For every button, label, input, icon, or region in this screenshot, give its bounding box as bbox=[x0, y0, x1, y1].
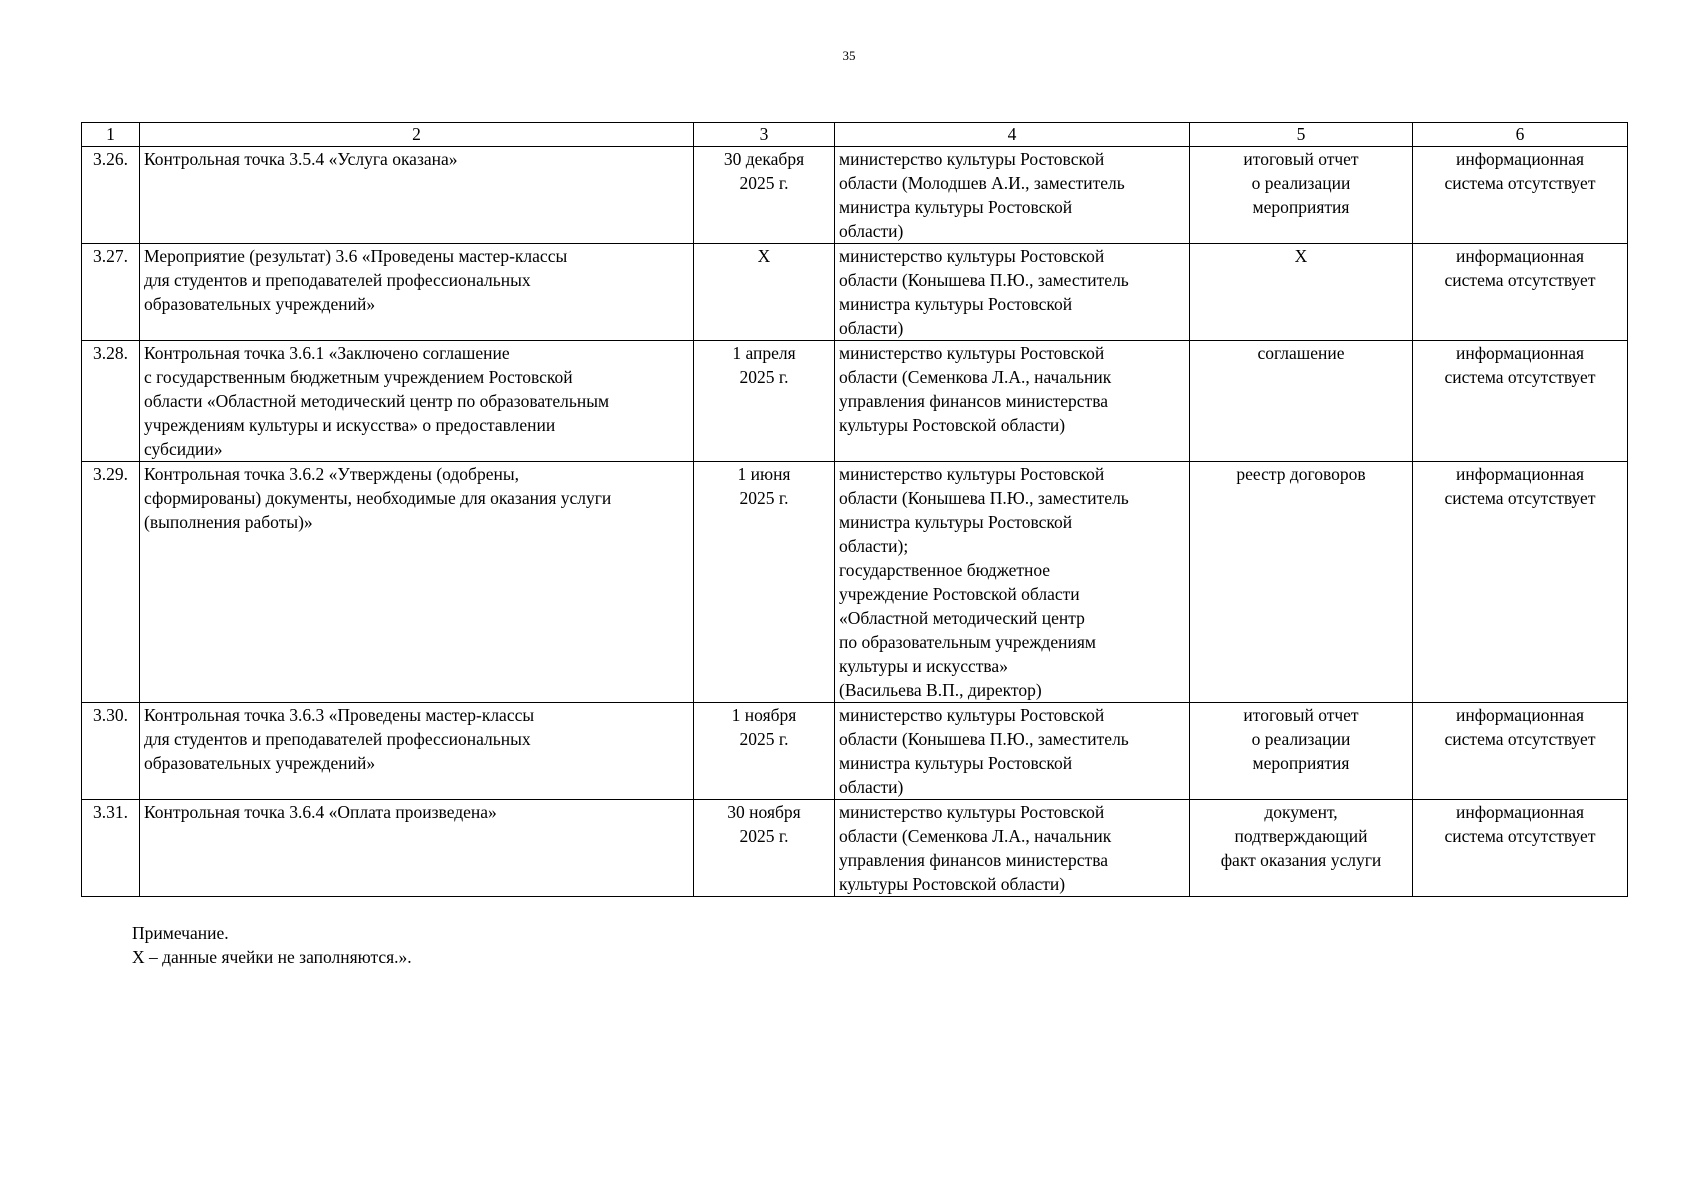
responsible-line: области (Семенкова Л.А., начальник bbox=[839, 367, 1112, 387]
info-system-cell bbox=[1413, 147, 1628, 244]
event-name-line: учреждениям культуры и искусства» о предоставлении bbox=[144, 415, 556, 435]
info-system-line: информационная bbox=[1455, 705, 1585, 725]
event-name-cell bbox=[140, 800, 694, 897]
document-line: подтверждающий bbox=[1234, 826, 1368, 846]
info-system-cell bbox=[1413, 462, 1628, 703]
responsible-cell bbox=[835, 703, 1190, 800]
event-name-line: Мероприятие (результат) 3.6 «Проведены мастер-классы bbox=[144, 246, 568, 266]
responsible-line: по образовательным учреждениям bbox=[839, 632, 1096, 652]
info-system-line: информационная bbox=[1455, 802, 1585, 822]
info-system-line: система отсутствует bbox=[1444, 173, 1596, 193]
deadline-line: 2025 г. bbox=[739, 729, 789, 749]
document-cell bbox=[1190, 800, 1413, 897]
responsible-line: культуры Ростовской области) bbox=[839, 415, 1066, 435]
event-name-cell bbox=[140, 703, 694, 800]
info-system-line: система отсутствует bbox=[1444, 270, 1596, 290]
deadline-line: 30 декабря bbox=[723, 149, 805, 169]
responsible-line: области) bbox=[839, 318, 904, 338]
column-header: 5 bbox=[1190, 123, 1413, 147]
deadline-cell bbox=[694, 703, 835, 800]
footnote-text: Х – данные ячейки не заполняются.». bbox=[132, 947, 412, 967]
responsible-cell bbox=[835, 147, 1190, 244]
control-points-table bbox=[81, 122, 1628, 897]
deadline-cell bbox=[694, 462, 835, 703]
info-system-line: система отсутствует bbox=[1444, 729, 1596, 749]
responsible-line: министра культуры Ростовской bbox=[839, 294, 1073, 314]
document-line: документ, bbox=[1264, 802, 1338, 822]
responsible-line: министерство культуры Ростовской bbox=[839, 343, 1105, 363]
deadline-cell bbox=[694, 341, 835, 462]
table-body bbox=[82, 147, 1628, 897]
event-name-cell bbox=[140, 244, 694, 341]
responsible-line: министра культуры Ростовской bbox=[839, 197, 1073, 217]
info-system-line: информационная bbox=[1455, 246, 1585, 266]
responsible-line: области) bbox=[839, 221, 904, 241]
responsible-line: (Васильева В.П., директор) bbox=[839, 680, 1042, 700]
info-system-cell bbox=[1413, 800, 1628, 897]
row-number-cell: 3.28. bbox=[82, 341, 140, 462]
document-line: Х bbox=[1294, 246, 1308, 266]
document-line: о реализации bbox=[1251, 729, 1351, 749]
column-header: 2 bbox=[140, 123, 694, 147]
document-line: реестр договоров bbox=[1236, 464, 1366, 484]
responsible-line: области (Конышева П.Ю., заместитель bbox=[839, 729, 1129, 749]
page-number: 35 bbox=[842, 48, 856, 63]
table-row bbox=[82, 244, 1628, 341]
document-line: факт оказания услуги bbox=[1220, 850, 1382, 870]
document-cell bbox=[1190, 341, 1413, 462]
responsible-line: министра культуры Ростовской bbox=[839, 753, 1073, 773]
deadline-cell bbox=[694, 800, 835, 897]
event-name-line: области «Областной методический центр по образовательным bbox=[144, 391, 610, 411]
responsible-line: министерство культуры Ростовской bbox=[839, 802, 1105, 822]
responsible-line: министерство культуры Ростовской bbox=[839, 464, 1105, 484]
responsible-line: культуры и искусства» bbox=[839, 656, 1008, 676]
document-cell bbox=[1190, 147, 1413, 244]
event-name-line: сформированы) документы, необходимые для оказания услуги bbox=[144, 488, 612, 508]
document-cell bbox=[1190, 244, 1413, 341]
event-name-line: Контрольная точка 3.6.4 «Оплата произведена» bbox=[144, 802, 497, 822]
responsible-line: управления финансов министерства bbox=[839, 391, 1108, 411]
event-name-cell bbox=[140, 462, 694, 703]
row-number-cell: 3.27. bbox=[82, 244, 140, 341]
table-row bbox=[82, 341, 1628, 462]
row-number-cell: 3.30. bbox=[82, 703, 140, 800]
responsible-line: области (Молодшев А.И., заместитель bbox=[839, 173, 1125, 193]
responsible-cell bbox=[835, 341, 1190, 462]
column-header: 3 bbox=[694, 123, 835, 147]
responsible-line: «Областной методический центр bbox=[839, 608, 1085, 628]
document-line: итоговый отчет bbox=[1243, 705, 1359, 725]
document-line: соглашение bbox=[1257, 343, 1345, 363]
responsible-line: министерство культуры Ростовской bbox=[839, 246, 1105, 266]
info-system-line: система отсутствует bbox=[1444, 488, 1596, 508]
responsible-line: министра культуры Ростовской bbox=[839, 512, 1073, 532]
info-system-cell bbox=[1413, 341, 1628, 462]
event-name-line: образовательных учреждений» bbox=[144, 294, 376, 314]
deadline-line: 1 июня bbox=[737, 464, 791, 484]
responsible-line: культуры Ростовской области) bbox=[839, 874, 1066, 894]
deadline-line: 2025 г. bbox=[739, 173, 789, 193]
responsible-line: государственное бюджетное bbox=[839, 560, 1051, 580]
document-line: мероприятия bbox=[1252, 197, 1350, 217]
document-cell bbox=[1190, 462, 1413, 703]
document-cell bbox=[1190, 703, 1413, 800]
responsible-line: области) bbox=[839, 777, 904, 797]
responsible-line: области (Конышева П.Ю., заместитель bbox=[839, 488, 1129, 508]
responsible-line: управления финансов министерства bbox=[839, 850, 1108, 870]
info-system-line: система отсутствует bbox=[1444, 826, 1596, 846]
document-line: о реализации bbox=[1251, 173, 1351, 193]
deadline-cell bbox=[694, 244, 835, 341]
document-line: итоговый отчет bbox=[1243, 149, 1359, 169]
event-name-line: Контрольная точка 3.6.1 «Заключено соглашение bbox=[144, 343, 510, 363]
deadline-line: Х bbox=[757, 246, 771, 266]
info-system-line: система отсутствует bbox=[1444, 367, 1596, 387]
deadline-line: 2025 г. bbox=[739, 367, 789, 387]
responsible-line: министерство культуры Ростовской bbox=[839, 149, 1105, 169]
responsible-cell bbox=[835, 462, 1190, 703]
table-row bbox=[82, 800, 1628, 897]
responsible-line: министерство культуры Ростовской bbox=[839, 705, 1105, 725]
event-name-line: Контрольная точка 3.5.4 «Услуга оказана» bbox=[144, 149, 458, 169]
footnote-title: Примечание. bbox=[132, 923, 229, 943]
event-name-line: для студентов и преподавателей профессиональных bbox=[144, 270, 531, 290]
event-name-line: субсидии» bbox=[144, 439, 223, 459]
event-name-line: с государственным бюджетным учреждением Ростовской bbox=[144, 367, 573, 387]
row-number-cell: 3.31. bbox=[82, 800, 140, 897]
event-name-line: Контрольная точка 3.6.3 «Проведены мастер-классы bbox=[144, 705, 535, 725]
column-header: 1 bbox=[82, 123, 140, 147]
footnote bbox=[132, 921, 412, 969]
event-name-line: для студентов и преподавателей профессиональных bbox=[144, 729, 531, 749]
deadline-line: 2025 г. bbox=[739, 488, 789, 508]
responsible-line: области (Семенкова Л.А., начальник bbox=[839, 826, 1112, 846]
responsible-cell bbox=[835, 800, 1190, 897]
info-system-line: информационная bbox=[1455, 149, 1585, 169]
table-header-row bbox=[82, 123, 1628, 147]
deadline-line: 1 ноября bbox=[731, 705, 797, 725]
table-row bbox=[82, 462, 1628, 703]
column-header: 4 bbox=[835, 123, 1190, 147]
event-name-line: (выполнения работы)» bbox=[144, 512, 313, 532]
deadline-line: 2025 г. bbox=[739, 826, 789, 846]
event-name-line: образовательных учреждений» bbox=[144, 753, 376, 773]
info-system-line: информационная bbox=[1455, 464, 1585, 484]
column-header: 6 bbox=[1413, 123, 1628, 147]
responsible-cell bbox=[835, 244, 1190, 341]
row-number-cell: 3.29. bbox=[82, 462, 140, 703]
table-row bbox=[82, 703, 1628, 800]
deadline-line: 1 апреля bbox=[732, 343, 796, 363]
deadline-cell bbox=[694, 147, 835, 244]
responsible-line: области (Конышева П.Ю., заместитель bbox=[839, 270, 1129, 290]
document-line: мероприятия bbox=[1252, 753, 1350, 773]
info-system-line: информационная bbox=[1455, 343, 1585, 363]
event-name-cell bbox=[140, 147, 694, 244]
info-system-cell bbox=[1413, 703, 1628, 800]
info-system-cell bbox=[1413, 244, 1628, 341]
event-name-line: Контрольная точка 3.6.2 «Утверждены (одобрены, bbox=[144, 464, 519, 484]
responsible-line: области); bbox=[839, 536, 909, 556]
row-number-cell: 3.26. bbox=[82, 147, 140, 244]
table-row bbox=[82, 147, 1628, 244]
event-name-cell bbox=[140, 341, 694, 462]
responsible-line: учреждение Ростовской области bbox=[839, 584, 1080, 604]
deadline-line: 30 ноября bbox=[727, 802, 801, 822]
